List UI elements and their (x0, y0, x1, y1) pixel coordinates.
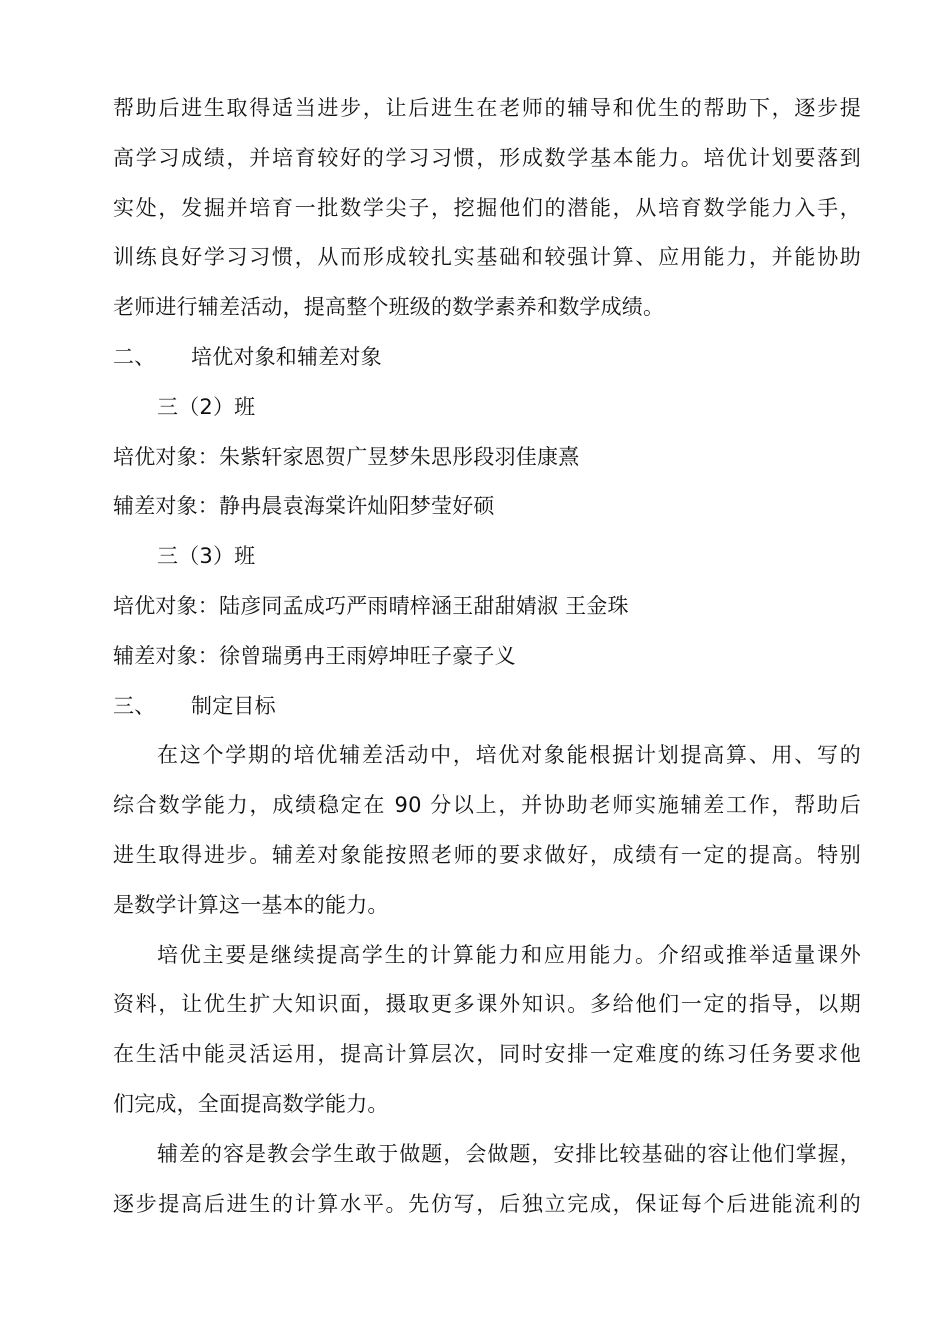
section-heading-2 (113, 333, 861, 383)
paragraph-line: 实处，发掘并培育一批数学尖子，挖掘他们的潜能，从培育数学能力入手， (113, 195, 861, 220)
class-label: 三（2）班 (157, 394, 256, 419)
document-body (113, 84, 861, 1229)
class-label: 三（3）班 (157, 544, 256, 569)
paragraph-line: 进生取得进步。辅差对象能按照老师的要求做好，成绩有一定的提高。特别 (113, 842, 861, 867)
section-title: 制定目标 (191, 693, 276, 718)
section-title: 培优对象和辅差对象 (191, 344, 382, 369)
section-number: 三、 (113, 693, 156, 718)
paragraph-line: 帮助后进生取得适当进步，让后进生在老师的辅导和优生的帮助下，逐步提 (113, 96, 861, 120)
paragraph-line: 们完成，全面提高数学能力。 (113, 1091, 389, 1116)
paragraph-line: 老师进行辅差活动，提高整个班级的数学素养和数学成绩。 (113, 295, 665, 320)
section-heading-3 (113, 682, 861, 732)
paragraph-line: 逐步提高后进生的计算水平。先仿写，后独立完成，保证每个后进能流利的 (113, 1191, 861, 1216)
top-students-list: 培优对象：朱紫轩家恩贺广昱梦朱思彤段羽佳康熹 (113, 444, 580, 469)
paragraph-line: 是数学计算这一基本的能力。 (113, 892, 389, 917)
paragraph-line: 培优主要是继续提高学生的计算能力和应用能力。介绍或推举适量课外 (157, 942, 861, 967)
paragraph-line: 在这个学期的培优辅差活动中，培优对象能根据计划提高算、用、写的 (157, 743, 861, 768)
paragraph-line: 综合数学能力，成绩稳定在 90 分以上，并协助老师实施辅差工作，帮助后 (113, 793, 861, 818)
section-number: 二、 (113, 344, 156, 369)
support-students-list: 辅差对象：静冉晨袁海棠许灿阳梦莹好硕 (113, 494, 495, 519)
paragraph-line: 资料，让优生扩大知识面，摄取更多课外知识。多给他们一定的指导，以期 (113, 992, 861, 1017)
support-students-list: 辅差对象：徐曾瑞勇冉王雨婷坤旺子豪子义 (113, 643, 516, 668)
paragraph-line: 训练良好学习习惯，从而形成较扎实基础和较强计算、应用能力，并能协助 (113, 245, 861, 270)
top-students-list: 培优对象：陆彦同孟成巧严雨晴梓涵王甜甜婧淑 王金珠 (113, 593, 629, 618)
paragraph-line: 在生活中能灵活运用，提高计算层次，同时安排一定难度的练习任务要求他 (113, 1042, 861, 1067)
paragraph-line: 高学习成绩，并培育较好的学习习惯，形成数学基本能力。培优计划要落到 (113, 145, 861, 170)
paragraph-line: 辅差的容是教会学生敢于做题，会做题，安排比较基础的容让他们掌握， (157, 1141, 861, 1166)
